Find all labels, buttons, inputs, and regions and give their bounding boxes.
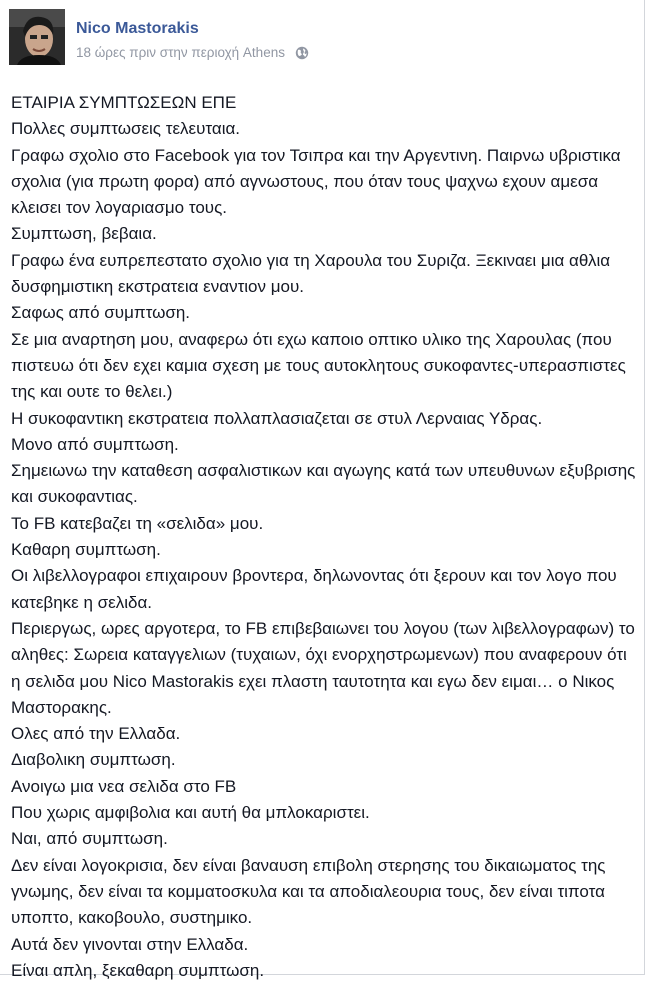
post-timestamp-location[interactable]: 18 ώρες πριν στην περιοχή Athens [76,45,285,60]
post-line: Δεν είναι λογοκρισια, δεν είναι βαναυση επιβολη στερησης του δικαιωματος της γνωμης, δεν είναι τα κομματοσκυλα και τα αποδιαλεουρια τους, δεν είναι τιποτα υποπτο, κακοβουλο, συστημικο. [11,855,606,928]
author-avatar[interactable] [9,9,65,65]
post-line: Γραφω σχολιο στο Facebook για τον Τσιπρα και την Αργεντινη. Παιρνω υβριστικα σχολια (για πρωτη φορα) από αγνωστους, που όταν τους ψαχνω εχουν αμεσα κλεισει τον λογαριασμο τους. [11,145,621,218]
post-line: Ναι, από συμπτωση. [11,829,168,849]
post-line: Καθαρη συμπτωση. [11,540,161,560]
author-name-link[interactable]: Nico Mastorakis [76,20,199,37]
post-line: Μονο από συμπτωση. [11,434,179,454]
post-line: Ανοιγω μια νεα σελιδα στο FB [11,776,237,796]
post-line: Σε μια αναρτηση μου, αναφερω ότι εχω καποιο οπτικο υλικο της Χαρουλας (που πιστευω ότι δεν εχει καμια σχεση με τους αυτοκλητους συκοφαντες-υπερασπιστες της και ουτε το θελει.) [11,329,626,402]
post-header [9,9,629,65]
post-line: Πολλες συμπτωσεις τελευταια. [11,119,241,139]
post-line: Που χωρις αμφιβολια και αυτή θα μπλοκαριστει. [11,803,370,823]
avatar-portrait-icon [9,9,65,65]
post-line: Περιεργως, ωρες αργοτερα, το FB επιβεβαιωνει του λογου (των λιβελλογραφων) το αληθες: Σωρεια καταγγελιων (τυχαιων, όχι ενορχηστρωμενων) που αναφερουν ότι η σελιδα μου Nico Mastorakis εχει πλαστη ταυτοτητα και εγω δεν ειμαι… ο Νικος Μαστορακης. [11,618,635,717]
post-line: Είναι απλη, ξεκαθαρη συμπτωση. [11,960,265,980]
post-body [11,90,636,984]
post-line: Το FB κατεβαζει τη «σελιδα» μου. [11,513,264,533]
post-line: ΕΤΑΙΡΙΑ ΣΥΜΠΤΩΣΕΩΝ ΕΠΕ [11,93,237,112]
post-line: Σαφως από συμπτωση. [11,303,191,323]
post-line: Διαβολικη συμπτωση. [11,750,176,770]
post-line: Συμπτωση, βεβαια. [11,224,157,244]
post-line: Γραφω ένα ευπρεπεστατο σχολιο για τη Χαρουλα του Συριζα. Ξεκιναει μια αθλια δυσφημιστικη εκστρατεια εναντιον μου. [11,250,611,297]
post-line: Αυτά δεν γινονται στην Ελλαδα. [11,934,249,954]
post-meta [76,44,309,65]
post-line: Η συκοφαντικη εκστρατεια πολλαπλασιαζεται σε στυλ Λερναιας Υδρας. [11,408,543,428]
globe-icon[interactable] [295,46,309,65]
post-line: Οι λιβελλογραφοι επιχαιρουν βροντερα, δηλωνοντας ότι ξερουν και τον λογο που κατεβηκε η σελιδα. [11,566,617,612]
post-line: Σημειωνω την καταθεση ασφαλιστικων και αγωγης κατά των υπευθυνων εξυβρισης και συκοφαντιας. [11,461,636,507]
post-line: Ολες από την Ελλαδα. [11,724,181,744]
